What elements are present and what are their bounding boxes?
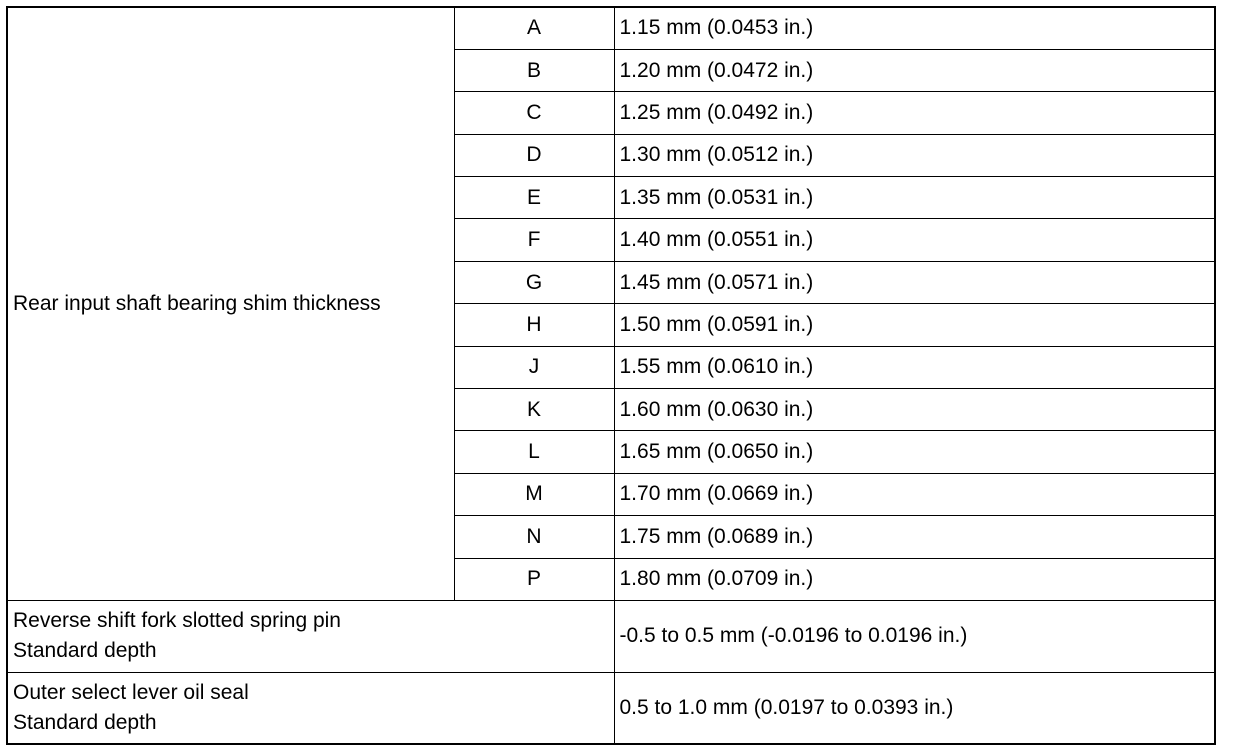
shim-code: P — [454, 558, 614, 600]
shim-value: 1.55 mm (0.0610 in.) — [614, 346, 1215, 388]
shim-code: D — [454, 134, 614, 176]
shim-thickness-label: Rear input shaft bearing shim thickness — [7, 7, 454, 600]
spec-table — [6, 6, 1216, 745]
shim-value: 1.40 mm (0.0551 in.) — [614, 219, 1215, 261]
shim-code: J — [454, 346, 614, 388]
oil-seal-value: 0.5 to 1.0 mm (0.0197 to 0.0393 in.) — [614, 672, 1215, 744]
shim-code: F — [454, 219, 614, 261]
shim-code: L — [454, 431, 614, 473]
oil-seal-label-line2: Standard depth — [13, 711, 157, 735]
table-row — [7, 600, 1215, 672]
shim-code: N — [454, 516, 614, 558]
shim-value: 1.30 mm (0.0512 in.) — [614, 134, 1215, 176]
oil-seal-label-line1: Outer select lever oil seal — [13, 681, 249, 705]
reverse-pin-value: -0.5 to 0.5 mm (-0.0196 to 0.0196 in.) — [614, 600, 1215, 672]
shim-value: 1.50 mm (0.0591 in.) — [614, 304, 1215, 346]
shim-value: 1.25 mm (0.0492 in.) — [614, 92, 1215, 134]
shim-value: 1.60 mm (0.0630 in.) — [614, 389, 1215, 431]
shim-code: A — [454, 7, 614, 49]
table-row — [7, 7, 1215, 49]
shim-value: 1.65 mm (0.0650 in.) — [614, 431, 1215, 473]
shim-value: 1.20 mm (0.0472 in.) — [614, 49, 1215, 91]
reverse-pin-label — [7, 600, 614, 672]
shim-value: 1.80 mm (0.0709 in.) — [614, 558, 1215, 600]
shim-value: 1.70 mm (0.0669 in.) — [614, 473, 1215, 515]
shim-code: H — [454, 304, 614, 346]
shim-value: 1.35 mm (0.0531 in.) — [614, 177, 1215, 219]
shim-code: K — [454, 389, 614, 431]
shim-value: 1.45 mm (0.0571 in.) — [614, 261, 1215, 303]
reverse-pin-label-line2: Standard depth — [13, 639, 157, 663]
shim-code: E — [454, 177, 614, 219]
shim-value: 1.15 mm (0.0453 in.) — [614, 7, 1215, 49]
shim-value: 1.75 mm (0.0689 in.) — [614, 516, 1215, 558]
shim-code: C — [454, 92, 614, 134]
table-row — [7, 672, 1215, 744]
shim-code: M — [454, 473, 614, 515]
oil-seal-label — [7, 672, 614, 744]
shim-code: B — [454, 49, 614, 91]
shim-code: G — [454, 261, 614, 303]
reverse-pin-label-line1: Reverse shift fork slotted spring pin — [13, 609, 341, 633]
